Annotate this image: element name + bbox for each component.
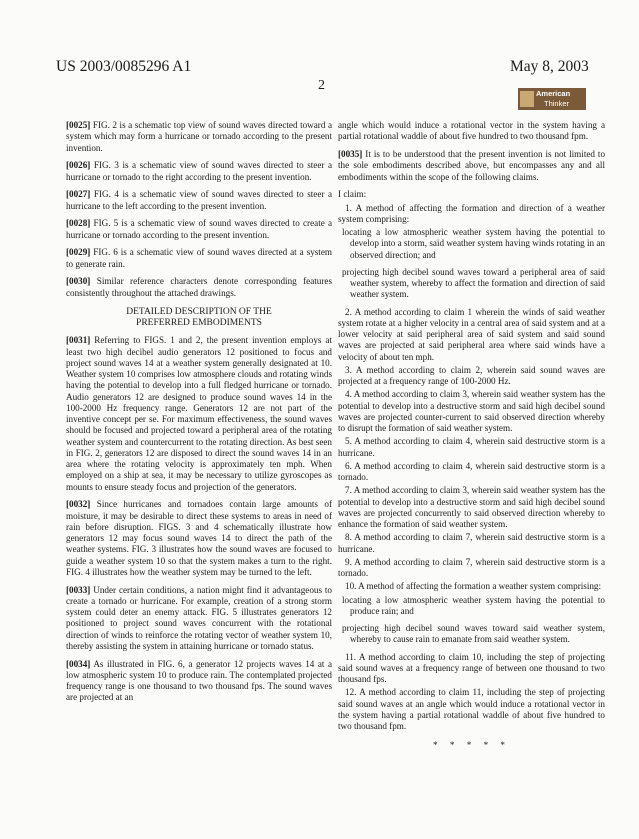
claim-10-step-1: locating a low atmospheric weather system having the potential to produce rain; and — [342, 594, 605, 616]
watermark-logo — [518, 88, 586, 110]
patent-number: US 2003/0085296 A1 — [56, 58, 192, 75]
claim-1: 1. A method of affecting the formation and direction of a weather system comprising: — [338, 202, 605, 224]
claim-1-step-2: projecting high decibel sound waves toward a peripheral area of said weather system, whereby to affect the formation and direction of said weather system. — [342, 266, 605, 300]
claim-10: 10. A method of affecting the formation a weather system comprising: — [345, 581, 602, 592]
claim-5: 5. A method according to claim 4, wherein said destructive storm is a hurricane. — [338, 436, 605, 458]
claim-9: 9. A method according to claim 7, wherein said destructive storm is a tornado. — [338, 556, 605, 578]
left-column — [66, 120, 332, 710]
continuation-text: angle which would induce a rotational vector in the system having a partial rotational waddle of about five hundred to two thousand fpm. — [338, 120, 605, 142]
paragraph-0034: [0034] As illustrated in FIG. 6, a generator 12 projects waves 14 at a low atmospheric system 10 to produce rain. The contemplated projected frequency range is one thousand to two thousand fps. The sound waves are projected at an — [66, 658, 332, 703]
right-column — [338, 120, 605, 752]
page-number: 2 — [318, 78, 325, 93]
paragraph-0026: [0026] FIG. 3 is a schematic view of sound waves directed to steer a hurricane or tornado to the right according to the present invention. — [66, 160, 333, 182]
claim-11: 11. A method according to claim 10, including the step of projecting said sound waves at a frequency range of between one thousand to two thousand fps. — [338, 651, 605, 684]
claim-7: 7. A method according to claim 3, wherein said weather system has the potential to develop into a destructive storm and said high decibel sound waves are projected concurrently to said observed direction whereby to enhance the formation of said weather system. — [338, 485, 605, 529]
paragraph-0035: [0035] It is to be understood that the present invention is not limited to the sole embodiments described above, but encompasses any and all embodiments within the scope of the following claims. — [338, 149, 606, 182]
paragraph-0031: [0031] Referring to FIGS. 1 and 2, the present invention employs at least two high decibel audio generators 12 positioned to focus and project sound waves 14 at a weather system generally designated at 10. Weather system 10 comprises low atmosphere clouds and rotating winds having the potential to develop into a full fledged hurricane or tornado. Audio generators 12 are designed to produce sound waves 14 in the 100-2000 Hz frequency range. Generators 12 are not part of the inventive concept per se. For maximum effectiveness, the sound waves should be focused and projected toward a peripheral area of the rotating weather system and countercurrent to the rotating direction. As best seen in FIG. 2, generators 12 are disposed to direct the sound waves 14 in an area where the rotating velocity is approximately ten mph. When employed on a ship at sea, it may be necessary to utilize gyroscopes as mounts to ensure steady focus and projection of the generators. — [66, 335, 332, 492]
end-mark: * * * * * — [433, 740, 510, 751]
paragraph-0029: [0029] FIG. 6 is a schematic view of sound waves directed at a system to generate rain. — [66, 247, 332, 269]
section-heading: DETAILED DESCRIPTION OF THE PREFERRED EMBODIMENTS — [126, 306, 272, 328]
claim-1-step-1: locating a low atmospheric weather system having the potential to develop into a storm, said weather system having winds rotating in an observed direction; and — [342, 227, 605, 260]
watermark-line1: American — [536, 89, 571, 98]
paragraph-0032: [0032] Since hurricanes and tornadoes contain large amounts of moisture, it may be desirable to direct these systems to areas in need of rain before disruption. FIGS. 3 and 4 schematically illustrate how generators 12 may focus sound waves 14 to direct the path of the weather systems. FIG. 3 illustrates how the sound waves are focused to guide a weather system 10 so that the system makes a turn to the right. FIG. 4 illustrates how the weather system may be turned to the left. — [66, 499, 332, 577]
thinker-figure-icon — [520, 91, 534, 107]
claim-12: 12. A method according to claim 11, including the step of projecting said sound waves at an angle which would induce a rotational vector in the system having a partial rotational waddle of about five hundred to two thousand fpm. — [338, 687, 605, 731]
claim-8: 8. A method according to claim 7, wherein said destructive storm is a hurricane. — [338, 532, 605, 554]
watermark-line2: Thinker — [544, 99, 570, 108]
paragraph-0028: [0028] FIG. 5 is a schematic view of sound waves directed to create a hurricane or tornado according to the present invention. — [66, 218, 333, 240]
claim-intro: I claim: — [338, 189, 367, 200]
claim-6: 6. A method according to claim 4, wherein said destructive storm is a tornado. — [338, 460, 605, 482]
paragraph-0027: [0027] FIG. 4 is a schematic view of sound waves directed to steer a hurricane to the left according to the present invention. — [66, 189, 333, 211]
paragraph-0033: [0033] Under certain conditions, a nation might find it advantageous to create a tornado or hurricane. For example, creation of a strong storm system could deter an enemy attack. FIG. 5 illustrates generators 12 positioned to project sound waves concurrent with the rotational direction of winds to reinforce the rotating vector of weather system 10, thereby assisting the system in attaining hurricane or tornado status. — [66, 584, 332, 651]
paragraph-0025: [0025] FIG. 2 is a schematic top view of sound waves directed toward a system which may form a hurricane or tornado according to the present invention. — [66, 120, 333, 153]
paragraph-0030: [0030] Similar reference characters denote corresponding features consistently throughout the attached drawings. — [66, 276, 332, 298]
publication-date: May 8, 2003 — [510, 58, 589, 75]
claim-4: 4. A method according to claim 3, wherein said weather system has the potential to develop into a destructive storm and said high decibel sound waves are projected counter-current to said observed direction whereby to disrupt the formation of said weather system. — [338, 389, 605, 433]
claim-10-step-2: projecting high decibel sound waves toward said weather system, whereby to cause rain to emanate from said weather system. — [342, 623, 605, 645]
claim-3: 3. A method according to claim 2, wherein said sound waves are projected at a frequency range of 100-2000 Hz. — [338, 364, 605, 386]
claim-2: 2. A method according to claim 1 wherein the winds of said weather system rotate at a higher velocity in a central area of said system and at a lower velocity at said peripheral area of said system and said sound waves are projected at said peripheral area where said winds have a velocity of about ten mph. — [338, 306, 605, 362]
